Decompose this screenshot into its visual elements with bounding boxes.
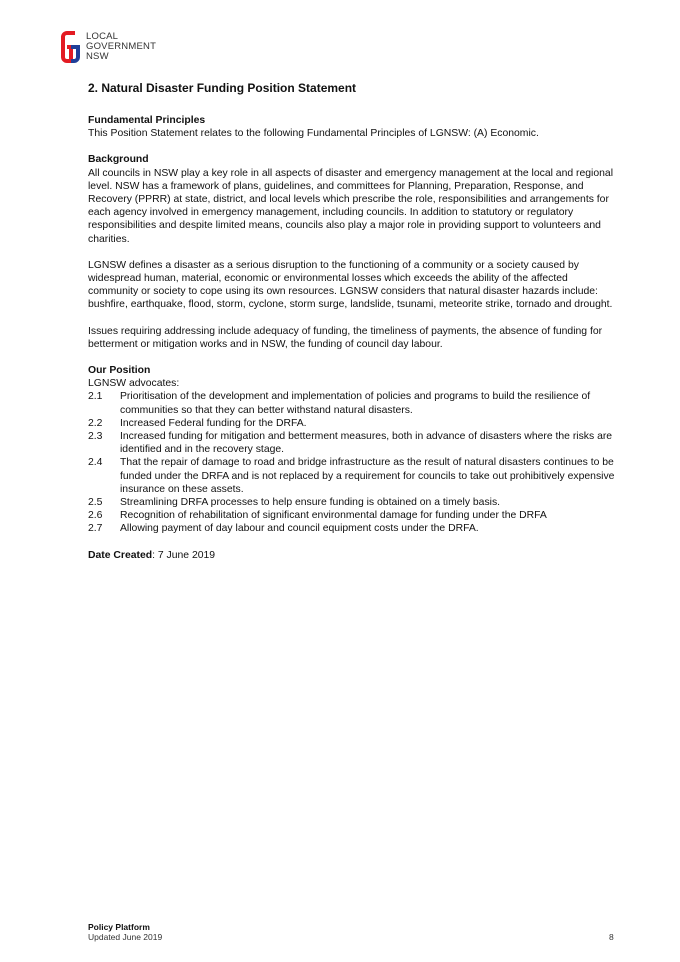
position-item-number: 2.3 [88,431,103,443]
our-position-intro: LGNSW advocates: [88,378,180,390]
position-item-text: Allowing payment of day labour and council equipment costs under the DRFA. [120,523,479,535]
position-list [88,390,620,535]
footer-title: Policy Platform [88,922,150,932]
lgnsw-logo-icon [61,31,81,63]
background-paragraph-2: LGNSW defines a disaster as a serious disruption to the functioning of a community or a society caused by widespread human, material, economic or environmental losses which exceeds the ability of the affected community or society to cope using its own resources. LGNSW considers that natural disaster hazards include: bushfire, earthquake, flood, storm, cyclone, storm surge, landslide, tsunami, meteorite strike, tornado and drought. [88,259,613,311]
background-heading: Background [88,154,149,166]
position-item-number: 2.2 [88,417,103,429]
position-item [88,390,620,416]
position-item [88,509,620,522]
our-position-section [88,364,620,536]
background-paragraph-1: All councils in NSW play a key role in all aspects of disaster and emergency management at the local and regional level. NSW has a framework of plans, guidelines, and committees for Planning, Preparation, Response, and Recovery (PPRR) at state, district, and local levels which prescribe the role, responsibilities and arrangements for each agency involved in emergency management, including councils. In addition to statutory or regulatory responsibilities and despite limited means, councils also play a major role in providing support to volunteers and charities. [88,167,614,245]
position-item-text: That the repair of damage to road and bridge infrastructure as the result of natural disasters continues to be funded under the DRFA and is not replaced by a requirement for councils to take out prohibitively expensive insurance on these assets. [120,457,615,495]
page-number: 8 [609,932,614,942]
logo-text [86,31,156,62]
position-item-number: 2.6 [88,510,103,522]
background-paragraph-3: Issues requiring addressing include adequacy of funding, the timeliness of payments, the absence of funding for betterment or mitigation works and in NSW, the funding of council day labour. [88,325,603,350]
position-item-number: 2.4 [88,457,103,469]
position-item-text: Recognition of rehabilitation of significant environmental damage for funding under the DRFA [120,510,547,522]
document-title: 2. Natural Disaster Funding Position Statement [88,81,357,95]
fundamental-principles-heading: Fundamental Principles [88,115,206,126]
position-item-number: 2.1 [88,391,103,403]
date-created-value: : 7 June 2019 [152,549,216,561]
footer-updated: Updated June 2019 [88,932,163,942]
logo-line-local: LOCAL [86,31,119,42]
position-item [88,456,620,496]
page-footer [88,922,162,942]
position-item-text: Streamlining DRFA processes to help ensure funding is obtained on a timely basis. [120,497,501,509]
fundamental-principles-section [88,114,620,140]
position-item-text: Increased funding for mitigation and betterment measures, both in advance of disasters where the risks are identified and in the recovery stage. [120,431,613,456]
position-item-number: 2.5 [88,497,103,509]
position-item-text: Prioritisation of the development and implementation of policies and programs to build the resilience of communities so that they can better withstand natural disasters. [120,391,591,416]
position-item [88,496,620,509]
position-item [88,430,620,456]
lgnsw-logo [61,31,156,63]
position-item-number: 2.7 [88,523,103,535]
position-item-text: Increased Federal funding for the DRFA. [120,417,307,429]
document-body [88,80,620,562]
date-created [88,549,620,562]
fundamental-principles-text: This Position Statement relates to the following Fundamental Principles of LGNSW: (A) Economic. [88,128,539,140]
position-item [88,522,620,535]
date-created-label: Date Created [88,549,153,561]
logo-line-nsw: NSW [86,51,109,62]
logo-line-government: GOVERNMENT [86,41,157,52]
background-section [88,153,620,351]
our-position-heading: Our Position [88,365,151,377]
position-item [88,417,620,430]
